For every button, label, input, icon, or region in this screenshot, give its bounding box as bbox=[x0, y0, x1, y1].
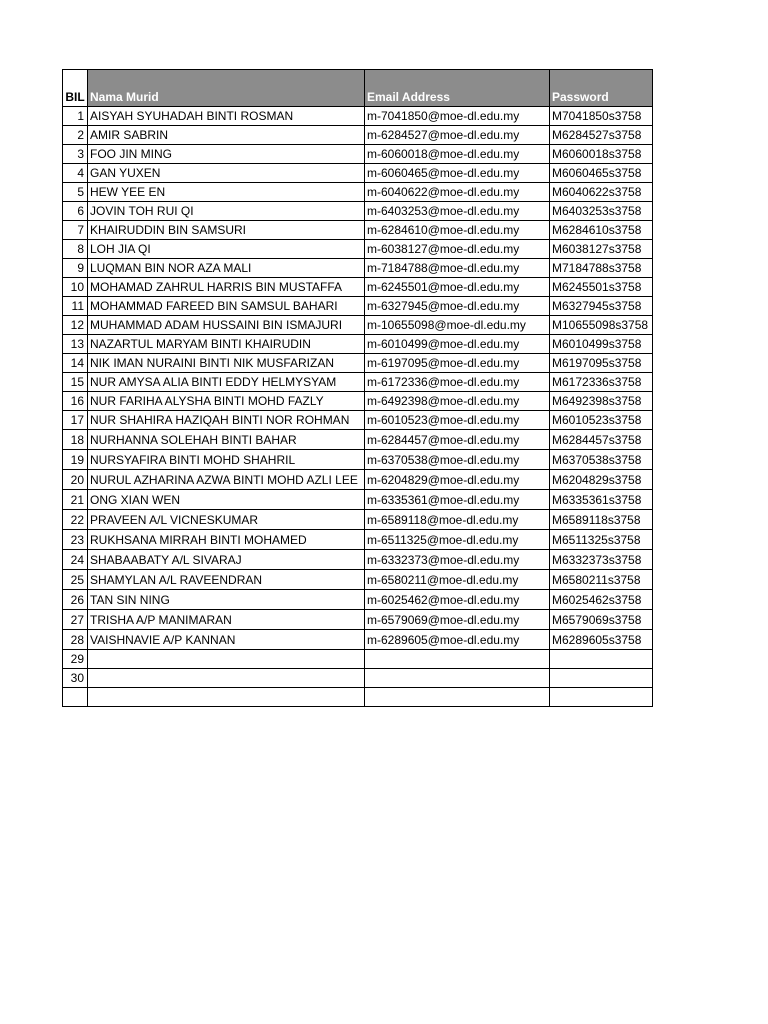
password-value: M6284527s3758 bbox=[550, 126, 653, 145]
student-name: MUHAMMAD ADAM HUSSAINI BIN ISMAJURI bbox=[88, 316, 365, 335]
row-number: 2 bbox=[63, 126, 88, 145]
password-value: M6289605s3758 bbox=[550, 630, 653, 650]
empty-row bbox=[63, 650, 653, 669]
password-value: M6038127s3758 bbox=[550, 240, 653, 259]
student-name: NUR AMYSA ALIA BINTI EDDY HELMYSYAM bbox=[88, 373, 365, 392]
password-value: M7041850s3758 bbox=[550, 107, 653, 126]
table-row bbox=[63, 335, 653, 354]
email-address: m-6589118@moe-dl.edu.my bbox=[365, 510, 550, 530]
row-number: 8 bbox=[63, 240, 88, 259]
password-value: M6579069s3758 bbox=[550, 610, 653, 630]
email-address: m-6335361@moe-dl.edu.my bbox=[365, 490, 550, 510]
blank-cell bbox=[365, 688, 550, 707]
email-address: m-6284457@moe-dl.edu.my bbox=[365, 430, 550, 450]
table-row bbox=[63, 164, 653, 183]
student-name: LUQMAN BIN NOR AZA MALI bbox=[88, 259, 365, 278]
email-address: m-6579069@moe-dl.edu.my bbox=[365, 610, 550, 630]
row-number: 6 bbox=[63, 202, 88, 221]
row-number: 13 bbox=[63, 335, 88, 354]
password-value: M6335361s3758 bbox=[550, 490, 653, 510]
student-name: LOH JIA QI bbox=[88, 240, 365, 259]
row-number: 12 bbox=[63, 316, 88, 335]
email-address: m-6284527@moe-dl.edu.my bbox=[365, 126, 550, 145]
student-name: NIK IMAN NURAINI BINTI NIK MUSFARIZAN bbox=[88, 354, 365, 373]
student-name: KHAIRUDDIN BIN SAMSURI bbox=[88, 221, 365, 240]
table-row bbox=[63, 470, 653, 490]
row-number: 21 bbox=[63, 490, 88, 510]
email-address: m-6245501@moe-dl.edu.my bbox=[365, 278, 550, 297]
password-value: M6284610s3758 bbox=[550, 221, 653, 240]
email-address: m-6284610@moe-dl.edu.my bbox=[365, 221, 550, 240]
email-address: m-6172336@moe-dl.edu.my bbox=[365, 373, 550, 392]
row-number bbox=[63, 688, 88, 707]
row-number: 30 bbox=[63, 669, 88, 688]
student-name: NURSYAFIRA BINTI MOHD SHAHRIL bbox=[88, 450, 365, 470]
row-number: 29 bbox=[63, 650, 88, 669]
table-row bbox=[63, 126, 653, 145]
row-number: 5 bbox=[63, 183, 88, 202]
table-row bbox=[63, 221, 653, 240]
blank-cell bbox=[365, 669, 550, 688]
password-value: M7184788s3758 bbox=[550, 259, 653, 278]
student-name: ONG XIAN WEN bbox=[88, 490, 365, 510]
password-value: M6060465s3758 bbox=[550, 164, 653, 183]
password-value: M6204829s3758 bbox=[550, 470, 653, 490]
header-name: Nama Murid bbox=[88, 70, 365, 107]
table-row bbox=[63, 297, 653, 316]
email-address: m-6010523@moe-dl.edu.my bbox=[365, 411, 550, 430]
email-address: m-6492398@moe-dl.edu.my bbox=[365, 392, 550, 411]
email-address: m-6289605@moe-dl.edu.my bbox=[365, 630, 550, 650]
email-address: m-7184788@moe-dl.edu.my bbox=[365, 259, 550, 278]
table-row bbox=[63, 450, 653, 470]
password-value: M6284457s3758 bbox=[550, 430, 653, 450]
email-address: m-6204829@moe-dl.edu.my bbox=[365, 470, 550, 490]
row-number: 18 bbox=[63, 430, 88, 450]
password-value: M6403253s3758 bbox=[550, 202, 653, 221]
table-row bbox=[63, 354, 653, 373]
table-row bbox=[63, 373, 653, 392]
row-number: 23 bbox=[63, 530, 88, 550]
header-row bbox=[63, 70, 653, 107]
table-row bbox=[63, 590, 653, 610]
student-name: TRISHA A/P MANIMARAN bbox=[88, 610, 365, 630]
row-number: 22 bbox=[63, 510, 88, 530]
row-number: 10 bbox=[63, 278, 88, 297]
table-row bbox=[63, 316, 653, 335]
student-name: JOVIN TOH RUI QI bbox=[88, 202, 365, 221]
password-value: M6060018s3758 bbox=[550, 145, 653, 164]
student-name: HEW YEE EN bbox=[88, 183, 365, 202]
table-row bbox=[63, 570, 653, 590]
password-value: M6040622s3758 bbox=[550, 183, 653, 202]
row-number: 24 bbox=[63, 550, 88, 570]
email-address: m-6403253@moe-dl.edu.my bbox=[365, 202, 550, 221]
student-name: NURUL AZHARINA AZWA BINTI MOHD AZLI LEE bbox=[88, 470, 365, 490]
student-name: AISYAH SYUHADAH BINTI ROSMAN bbox=[88, 107, 365, 126]
row-number: 9 bbox=[63, 259, 88, 278]
table-row bbox=[63, 490, 653, 510]
table-row bbox=[63, 259, 653, 278]
student-name: TAN SIN NING bbox=[88, 590, 365, 610]
table-row bbox=[63, 411, 653, 430]
student-name: NURHANNA SOLEHAH BINTI BAHAR bbox=[88, 430, 365, 450]
student-name: FOO JIN MING bbox=[88, 145, 365, 164]
password-value: M6172336s3758 bbox=[550, 373, 653, 392]
email-address: m-6332373@moe-dl.edu.my bbox=[365, 550, 550, 570]
password-value: M6197095s3758 bbox=[550, 354, 653, 373]
row-number: 28 bbox=[63, 630, 88, 650]
student-name: NUR SHAHIRA HAZIQAH BINTI NOR ROHMAN bbox=[88, 411, 365, 430]
table-row bbox=[63, 550, 653, 570]
table-row bbox=[63, 392, 653, 411]
header-email: Email Address bbox=[365, 70, 550, 107]
student-name: SHABAABATY A/L SIVARAJ bbox=[88, 550, 365, 570]
empty-row bbox=[63, 669, 653, 688]
password-value: M6332373s3758 bbox=[550, 550, 653, 570]
email-address: m-6197095@moe-dl.edu.my bbox=[365, 354, 550, 373]
blank-cell bbox=[550, 650, 653, 669]
password-value: M6511325s3758 bbox=[550, 530, 653, 550]
row-number: 15 bbox=[63, 373, 88, 392]
password-value: M10655098s3758 bbox=[550, 316, 653, 335]
password-value: M6370538s3758 bbox=[550, 450, 653, 470]
student-name: VAISHNAVIE A/P KANNAN bbox=[88, 630, 365, 650]
empty-row bbox=[63, 688, 653, 707]
row-number: 1 bbox=[63, 107, 88, 126]
student-name: NAZARTUL MARYAM BINTI KHAIRUDIN bbox=[88, 335, 365, 354]
student-name: RUKHSANA MIRRAH BINTI MOHAMED bbox=[88, 530, 365, 550]
table-row bbox=[63, 183, 653, 202]
student-name: MOHAMMAD FAREED BIN SAMSUL BAHARI bbox=[88, 297, 365, 316]
row-number: 14 bbox=[63, 354, 88, 373]
table-row bbox=[63, 510, 653, 530]
email-address: m-6511325@moe-dl.edu.my bbox=[365, 530, 550, 550]
email-address: m-6025462@moe-dl.edu.my bbox=[365, 590, 550, 610]
table-row bbox=[63, 107, 653, 126]
row-number: 11 bbox=[63, 297, 88, 316]
table-row bbox=[63, 430, 653, 450]
email-address: m-6060018@moe-dl.edu.my bbox=[365, 145, 550, 164]
student-name: NUR FARIHA ALYSHA BINTI MOHD FAZLY bbox=[88, 392, 365, 411]
row-number: 25 bbox=[63, 570, 88, 590]
row-number: 20 bbox=[63, 470, 88, 490]
row-number: 3 bbox=[63, 145, 88, 164]
table-row bbox=[63, 530, 653, 550]
student-name: SHAMYLAN A/L RAVEENDRAN bbox=[88, 570, 365, 590]
password-value: M6010523s3758 bbox=[550, 411, 653, 430]
table-row bbox=[63, 145, 653, 164]
password-value: M6589118s3758 bbox=[550, 510, 653, 530]
student-name: PRAVEEN A/L VICNESKUMAR bbox=[88, 510, 365, 530]
email-address: m-6370538@moe-dl.edu.my bbox=[365, 450, 550, 470]
table-body bbox=[63, 107, 653, 707]
blank-cell bbox=[550, 688, 653, 707]
blank-cell bbox=[88, 688, 365, 707]
row-number: 7 bbox=[63, 221, 88, 240]
email-address: m-6040622@moe-dl.edu.my bbox=[365, 183, 550, 202]
table-row bbox=[63, 630, 653, 650]
blank-cell bbox=[88, 669, 365, 688]
row-number: 17 bbox=[63, 411, 88, 430]
row-number: 16 bbox=[63, 392, 88, 411]
student-credentials-table bbox=[62, 69, 653, 707]
table-row bbox=[63, 278, 653, 297]
row-number: 27 bbox=[63, 610, 88, 630]
blank-cell bbox=[365, 650, 550, 669]
blank-cell bbox=[550, 669, 653, 688]
header-password: Password bbox=[550, 70, 653, 107]
table-row bbox=[63, 202, 653, 221]
row-number: 26 bbox=[63, 590, 88, 610]
email-address: m-10655098@moe-dl.edu.my bbox=[365, 316, 550, 335]
password-value: M6580211s3758 bbox=[550, 570, 653, 590]
email-address: m-6327945@moe-dl.edu.my bbox=[365, 297, 550, 316]
email-address: m-6580211@moe-dl.edu.my bbox=[365, 570, 550, 590]
password-value: M6327945s3758 bbox=[550, 297, 653, 316]
header-bil: BIL bbox=[63, 70, 88, 107]
row-number: 4 bbox=[63, 164, 88, 183]
password-value: M6010499s3758 bbox=[550, 335, 653, 354]
password-value: M6245501s3758 bbox=[550, 278, 653, 297]
student-name: AMIR SABRIN bbox=[88, 126, 365, 145]
blank-cell bbox=[88, 650, 365, 669]
email-address: m-6038127@moe-dl.edu.my bbox=[365, 240, 550, 259]
email-address: m-6010499@moe-dl.edu.my bbox=[365, 335, 550, 354]
password-value: M6025462s3758 bbox=[550, 590, 653, 610]
student-name: MOHAMAD ZAHRUL HARRIS BIN MUSTAFFA bbox=[88, 278, 365, 297]
email-address: m-7041850@moe-dl.edu.my bbox=[365, 107, 550, 126]
table-row bbox=[63, 240, 653, 259]
table-row bbox=[63, 610, 653, 630]
email-address: m-6060465@moe-dl.edu.my bbox=[365, 164, 550, 183]
password-value: M6492398s3758 bbox=[550, 392, 653, 411]
student-name: GAN YUXEN bbox=[88, 164, 365, 183]
row-number: 19 bbox=[63, 450, 88, 470]
